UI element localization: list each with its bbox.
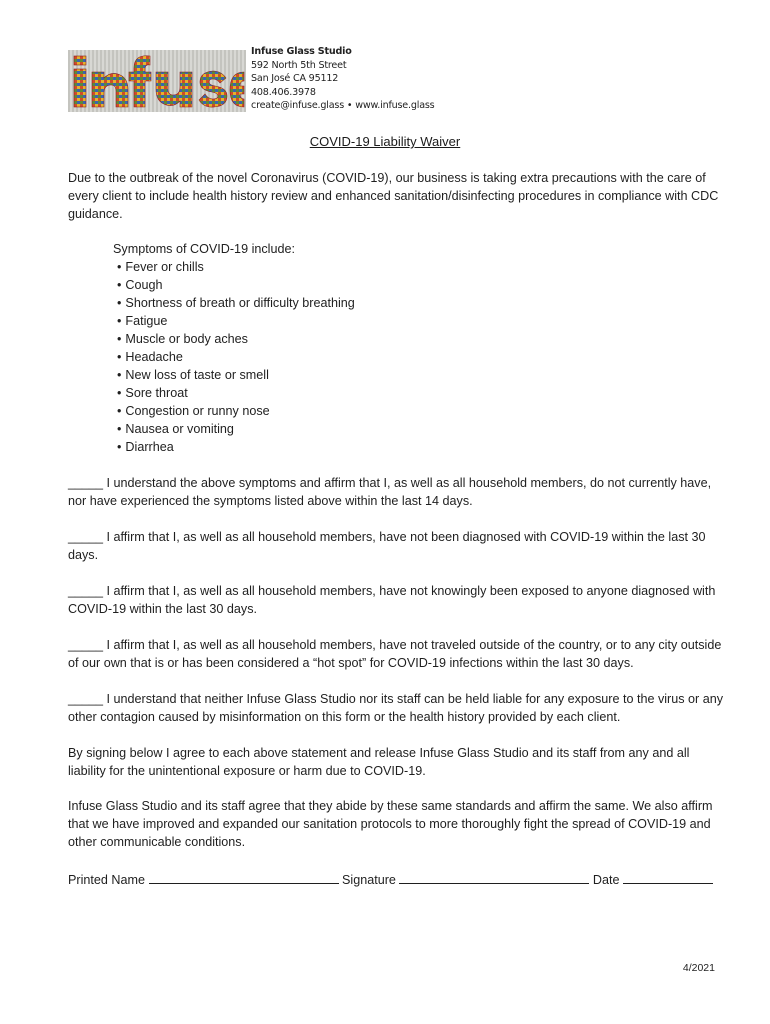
signature-field[interactable] bbox=[399, 871, 589, 884]
infuse-logo bbox=[68, 50, 246, 112]
symptoms-list bbox=[113, 258, 355, 456]
symptoms-heading: Symptoms of COVID-19 include: bbox=[113, 242, 295, 256]
signature-label: Signature bbox=[342, 873, 396, 887]
symptom-item: • Sore throat bbox=[117, 384, 355, 402]
symptoms-section bbox=[113, 240, 355, 456]
symptom-item: • Shortness of breath or difficulty breathing bbox=[117, 294, 355, 312]
symptom-item: • Cough bbox=[117, 276, 355, 294]
document-title: COVID-19 Liability Waiver bbox=[309, 134, 461, 149]
symptom-item: • Fever or chills bbox=[117, 258, 355, 276]
symptom-item: • Headache bbox=[117, 348, 355, 366]
affirmation-not-traveled[interactable]: _____ I affirm that I, as well as all household members, have not traveled outside of the country, or to any city outside of our own that is or has been considered a “hot spot” for COVID-19 infections within the last 30 days. bbox=[68, 638, 722, 670]
studio-contact-block bbox=[251, 45, 434, 113]
address-line-1: 592 North 5th Street bbox=[251, 59, 347, 71]
intro-paragraph: Due to the outbreak of the novel Coronavirus (COVID-19), our business is taking extra precautions with the care of every client to include health history review and enhanced sanitation/disinfecting procedures in compliance with CDC guidance. bbox=[68, 171, 719, 221]
affirmation-not-diagnosed[interactable]: _____ I affirm that I, as well as all household members, have not been diagnosed with COVID-19 within the last 30 days. bbox=[68, 530, 706, 562]
date-label: Date bbox=[592, 873, 620, 887]
affirmation-not-exposed[interactable]: _____ I affirm that I, as well as all household members, have not knowingly been exposed to anyone diagnosed with COVID-19 within the last 30 days. bbox=[68, 584, 716, 616]
address-line-2: San José CA 95112 bbox=[251, 73, 339, 84]
symptom-item: • Congestion or runny nose bbox=[117, 402, 355, 420]
date-field[interactable] bbox=[623, 871, 713, 884]
affirmation-liability[interactable]: _____ I understand that neither Infuse Glass Studio nor its staff can be held liable for any exposure to the virus or any other contagion caused by misinformation on this form or the health history provided by each client. bbox=[68, 692, 724, 724]
printed-name-field[interactable] bbox=[149, 871, 339, 884]
symptom-item: • Diarrhea bbox=[117, 438, 355, 456]
symptom-item: • New loss of taste or smell bbox=[117, 366, 355, 384]
agreement-paragraph: By signing below I agree to each above statement and release Infuse Glass Studio and its staff from any and all liability for the unintentional exposure or harm due to COVID-19. bbox=[68, 746, 690, 778]
phone-number: 408.406.3978 bbox=[251, 86, 316, 98]
studio-agreement-paragraph: Infuse Glass Studio and its staff agree that they abide by these same standards and affirm the same. We also affirm that we have improved and expanded our sanitation protocols to more thoroughly fight the spread of COVID-19 and other communicable conditions. bbox=[68, 799, 713, 849]
symptom-item: • Fatigue bbox=[117, 312, 355, 330]
symptom-item: • Nausea or vomiting bbox=[117, 420, 355, 438]
logo-mosaic-graphic bbox=[68, 50, 246, 112]
printed-name-label: Printed Name bbox=[68, 873, 145, 887]
studio-name: Infuse Glass Studio bbox=[251, 46, 352, 57]
symptom-item: • Muscle or body aches bbox=[117, 330, 355, 348]
affirmation-symptoms[interactable]: _____ I understand the above symptoms and affirm that I, as well as all household members, do not currently have, nor have experienced the symptoms listed above within the last 14 days. bbox=[68, 476, 712, 508]
signature-row bbox=[68, 871, 728, 889]
email-website: create@infuse.glass • www.infuse.glass bbox=[251, 100, 435, 111]
footer-date: 4/2021 bbox=[682, 962, 715, 974]
